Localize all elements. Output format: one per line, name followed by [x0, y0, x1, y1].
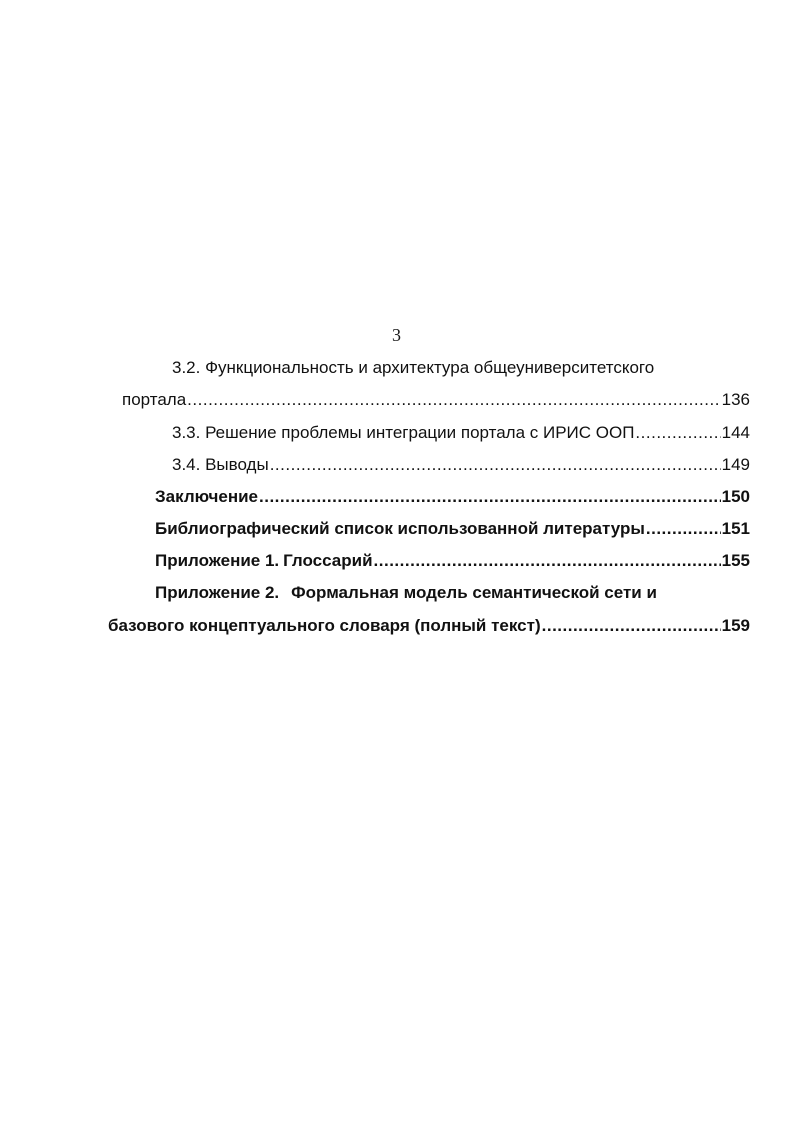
toc-page-number: 151	[721, 519, 750, 538]
toc-page-number: 149	[721, 455, 750, 474]
toc-page-number: 159	[721, 616, 750, 635]
dot-leader	[187, 388, 720, 412]
toc-entry-3-2-line2: портала	[122, 390, 187, 409]
toc-entry-title: Формальная модель семантической сети и	[291, 583, 657, 602]
toc-entry-title: Глоссарий	[283, 551, 373, 570]
toc-page-number: 136	[721, 390, 750, 409]
dot-leader	[270, 453, 721, 477]
toc-entry-appendix-2[interactable]	[108, 614, 750, 638]
toc-entry-bibliography[interactable]	[155, 517, 750, 541]
toc-entry-appendix-2-line1	[155, 581, 657, 605]
toc-page-number: 155	[721, 551, 750, 570]
toc-entry-title-line2: базового концептуального словаря (полный текст)	[108, 616, 541, 635]
toc-entry-3-4[interactable]	[172, 453, 750, 477]
toc-entry-title: Библиографический список использованной литературы	[155, 519, 645, 538]
toc-entry-conclusion[interactable]	[155, 485, 750, 509]
toc-entry-title: 3.3. Решение проблемы интеграции портала с ИРИС ООП	[172, 423, 635, 442]
toc-entry-title: 3.4. Выводы	[172, 455, 269, 474]
toc-entry-3-2-line1: 3.2. Функциональность и архитектура общеуниверситетского	[172, 358, 655, 377]
toc-page-number: 150	[721, 487, 750, 506]
toc-entry-appendix-1[interactable]	[155, 549, 750, 573]
dot-leader	[259, 485, 721, 509]
dot-leader	[374, 549, 721, 573]
toc-entry-3-2[interactable]	[122, 388, 750, 412]
dot-leader	[646, 517, 721, 541]
dot-leader	[542, 614, 721, 638]
page-number: 3	[392, 325, 401, 345]
toc-page-number: 144	[721, 423, 750, 442]
dot-leader	[635, 421, 720, 445]
toc-entry-title: Заключение	[155, 487, 258, 506]
toc-appendix-label: Приложение 2.	[155, 583, 280, 602]
toc-entry-3-3[interactable]	[172, 421, 750, 445]
toc-appendix-label: Приложение 1.	[155, 551, 280, 570]
